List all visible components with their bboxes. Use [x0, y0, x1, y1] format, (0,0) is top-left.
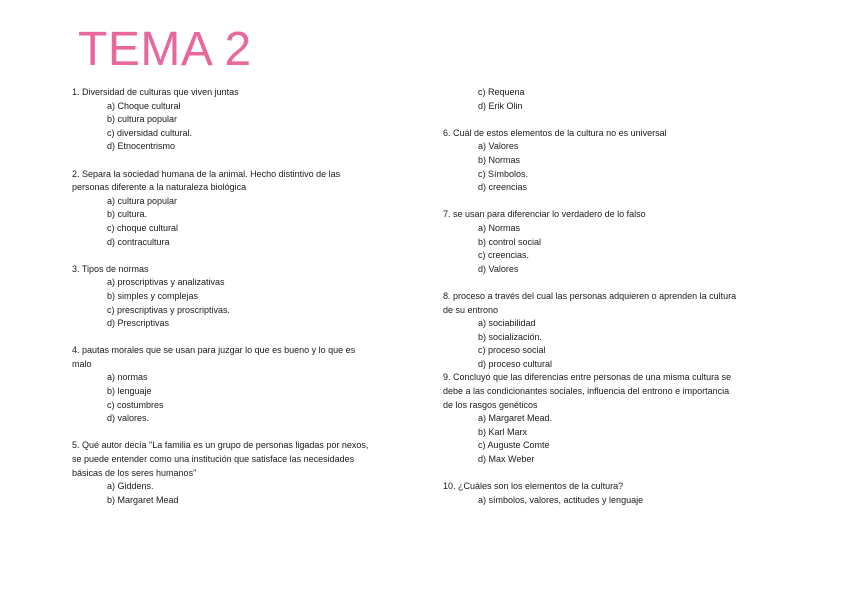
option: b) Karl Marx — [478, 426, 528, 437]
question-4 — [72, 344, 402, 426]
option: c) Auguste Comte — [478, 440, 550, 451]
option: c) creencias. — [478, 250, 530, 261]
question-6-options — [443, 140, 783, 194]
option: c) Símbolos. — [478, 168, 529, 179]
option: c) choque cultural — [107, 222, 179, 233]
option: c) prescriptivas y proscriptivas. — [107, 304, 231, 315]
question-9-text: 9. Concluyó que las diferencias entre personas de una misma cultura se — [443, 372, 732, 383]
question-4-text: 4. pautas morales que se usan para juzgar lo que es bueno y lo que es — [72, 345, 356, 356]
left-column — [72, 86, 402, 507]
option: a) Normas — [478, 222, 521, 233]
option: b) lenguaje — [107, 386, 152, 397]
option: d) Etnocentrismo — [107, 141, 176, 152]
option: b) Normas — [478, 154, 521, 165]
option: a) Valores — [478, 141, 519, 152]
question-1-options — [72, 100, 402, 154]
question-2-options — [72, 195, 402, 249]
question-5 — [72, 439, 402, 507]
question-3 — [72, 263, 402, 331]
question-3-text: 3. Tipos de normas — [72, 263, 149, 274]
option: d) Prescriptivas — [107, 318, 170, 329]
question-7-options — [443, 222, 783, 276]
option: a) normas — [107, 372, 148, 383]
question-1-text: 1. Diversidad de culturas que viven juntas — [72, 87, 239, 97]
option: a) proscriptivas y analizativas — [107, 277, 225, 288]
question-4-text: malo — [72, 358, 92, 369]
question-8-options — [443, 317, 783, 371]
option: b) simples y complejas — [107, 290, 199, 301]
question-5-text: básicas de los seres humanos" — [72, 467, 197, 478]
option: d) Erik Olin — [478, 100, 523, 111]
option: a) cultura popular — [107, 195, 178, 206]
option: a) Choque cultural — [107, 100, 181, 111]
question-9 — [443, 371, 783, 466]
option: a) Margaret Mead. — [478, 413, 553, 424]
option: c) proceso social — [478, 345, 546, 356]
question-5-text: 5. Qué autor decía "La familia es un grupo de personas ligadas por nexos, — [72, 440, 369, 451]
question-2-text: 2. Separa la sociedad humana de la animal. Hecho distintivo de las — [72, 168, 341, 179]
option: b) socialización. — [478, 331, 543, 342]
option: b) Margaret Mead — [107, 494, 179, 505]
question-6-text: 6. Cuál de estos elementos de la cultura no es universal — [443, 127, 667, 138]
right-column — [443, 86, 783, 507]
question-8 — [443, 290, 783, 372]
question-5-continued — [443, 86, 783, 113]
option: b) cultura. — [107, 209, 148, 220]
question-9-text: de los rasgos genéticos — [443, 399, 538, 410]
question-10-text: 10. ¿Cuáles son los elementos de la cultura? — [443, 481, 624, 492]
option: a) sociabilidad — [478, 318, 536, 329]
option: d) Max Weber — [478, 454, 535, 465]
question-8-text: 8. proceso a través del cual las personas adquieren o aprenden la cultura — [443, 290, 737, 301]
option: d) contracultura — [107, 236, 170, 247]
option: d) creencias — [478, 182, 528, 193]
option: a) Giddens. — [107, 481, 154, 492]
question-1 — [72, 86, 402, 154]
question-8-text: de su entrono — [443, 304, 499, 315]
question-5-text: se puede entender como una institución que satisface las necesidades — [72, 454, 355, 465]
question-9-options — [443, 412, 783, 466]
question-5-options-continued — [443, 86, 783, 113]
question-3-options — [72, 276, 402, 330]
question-5-options — [72, 480, 402, 507]
page-title: TEMA 2 — [78, 23, 252, 76]
option: b) control social — [478, 236, 542, 247]
question-10 — [443, 480, 783, 507]
question-6 — [443, 127, 783, 195]
question-10-options — [443, 494, 783, 508]
question-7-text: 7. se usan para diferenciar lo verdadero de lo falso — [443, 209, 646, 220]
question-2 — [72, 168, 402, 250]
option: c) diversidad cultural. — [107, 127, 193, 138]
option: d) Valores — [478, 263, 519, 274]
question-9-text: debe a las condicionantes sociales, influencia del entrono e importancia — [443, 386, 730, 397]
option: a) símbolos, valores, actitudes y lenguaje — [478, 494, 644, 505]
option: b) cultura popular — [107, 114, 178, 125]
question-2-text: personas diferente a la naturaleza biológica — [72, 182, 247, 193]
option: d) valores. — [107, 413, 150, 424]
option: c) Requena — [478, 87, 525, 97]
option: d) proceso cultural — [478, 358, 553, 369]
question-4-options — [72, 371, 402, 425]
option: c) costumbres — [107, 399, 164, 410]
question-7 — [443, 208, 783, 276]
